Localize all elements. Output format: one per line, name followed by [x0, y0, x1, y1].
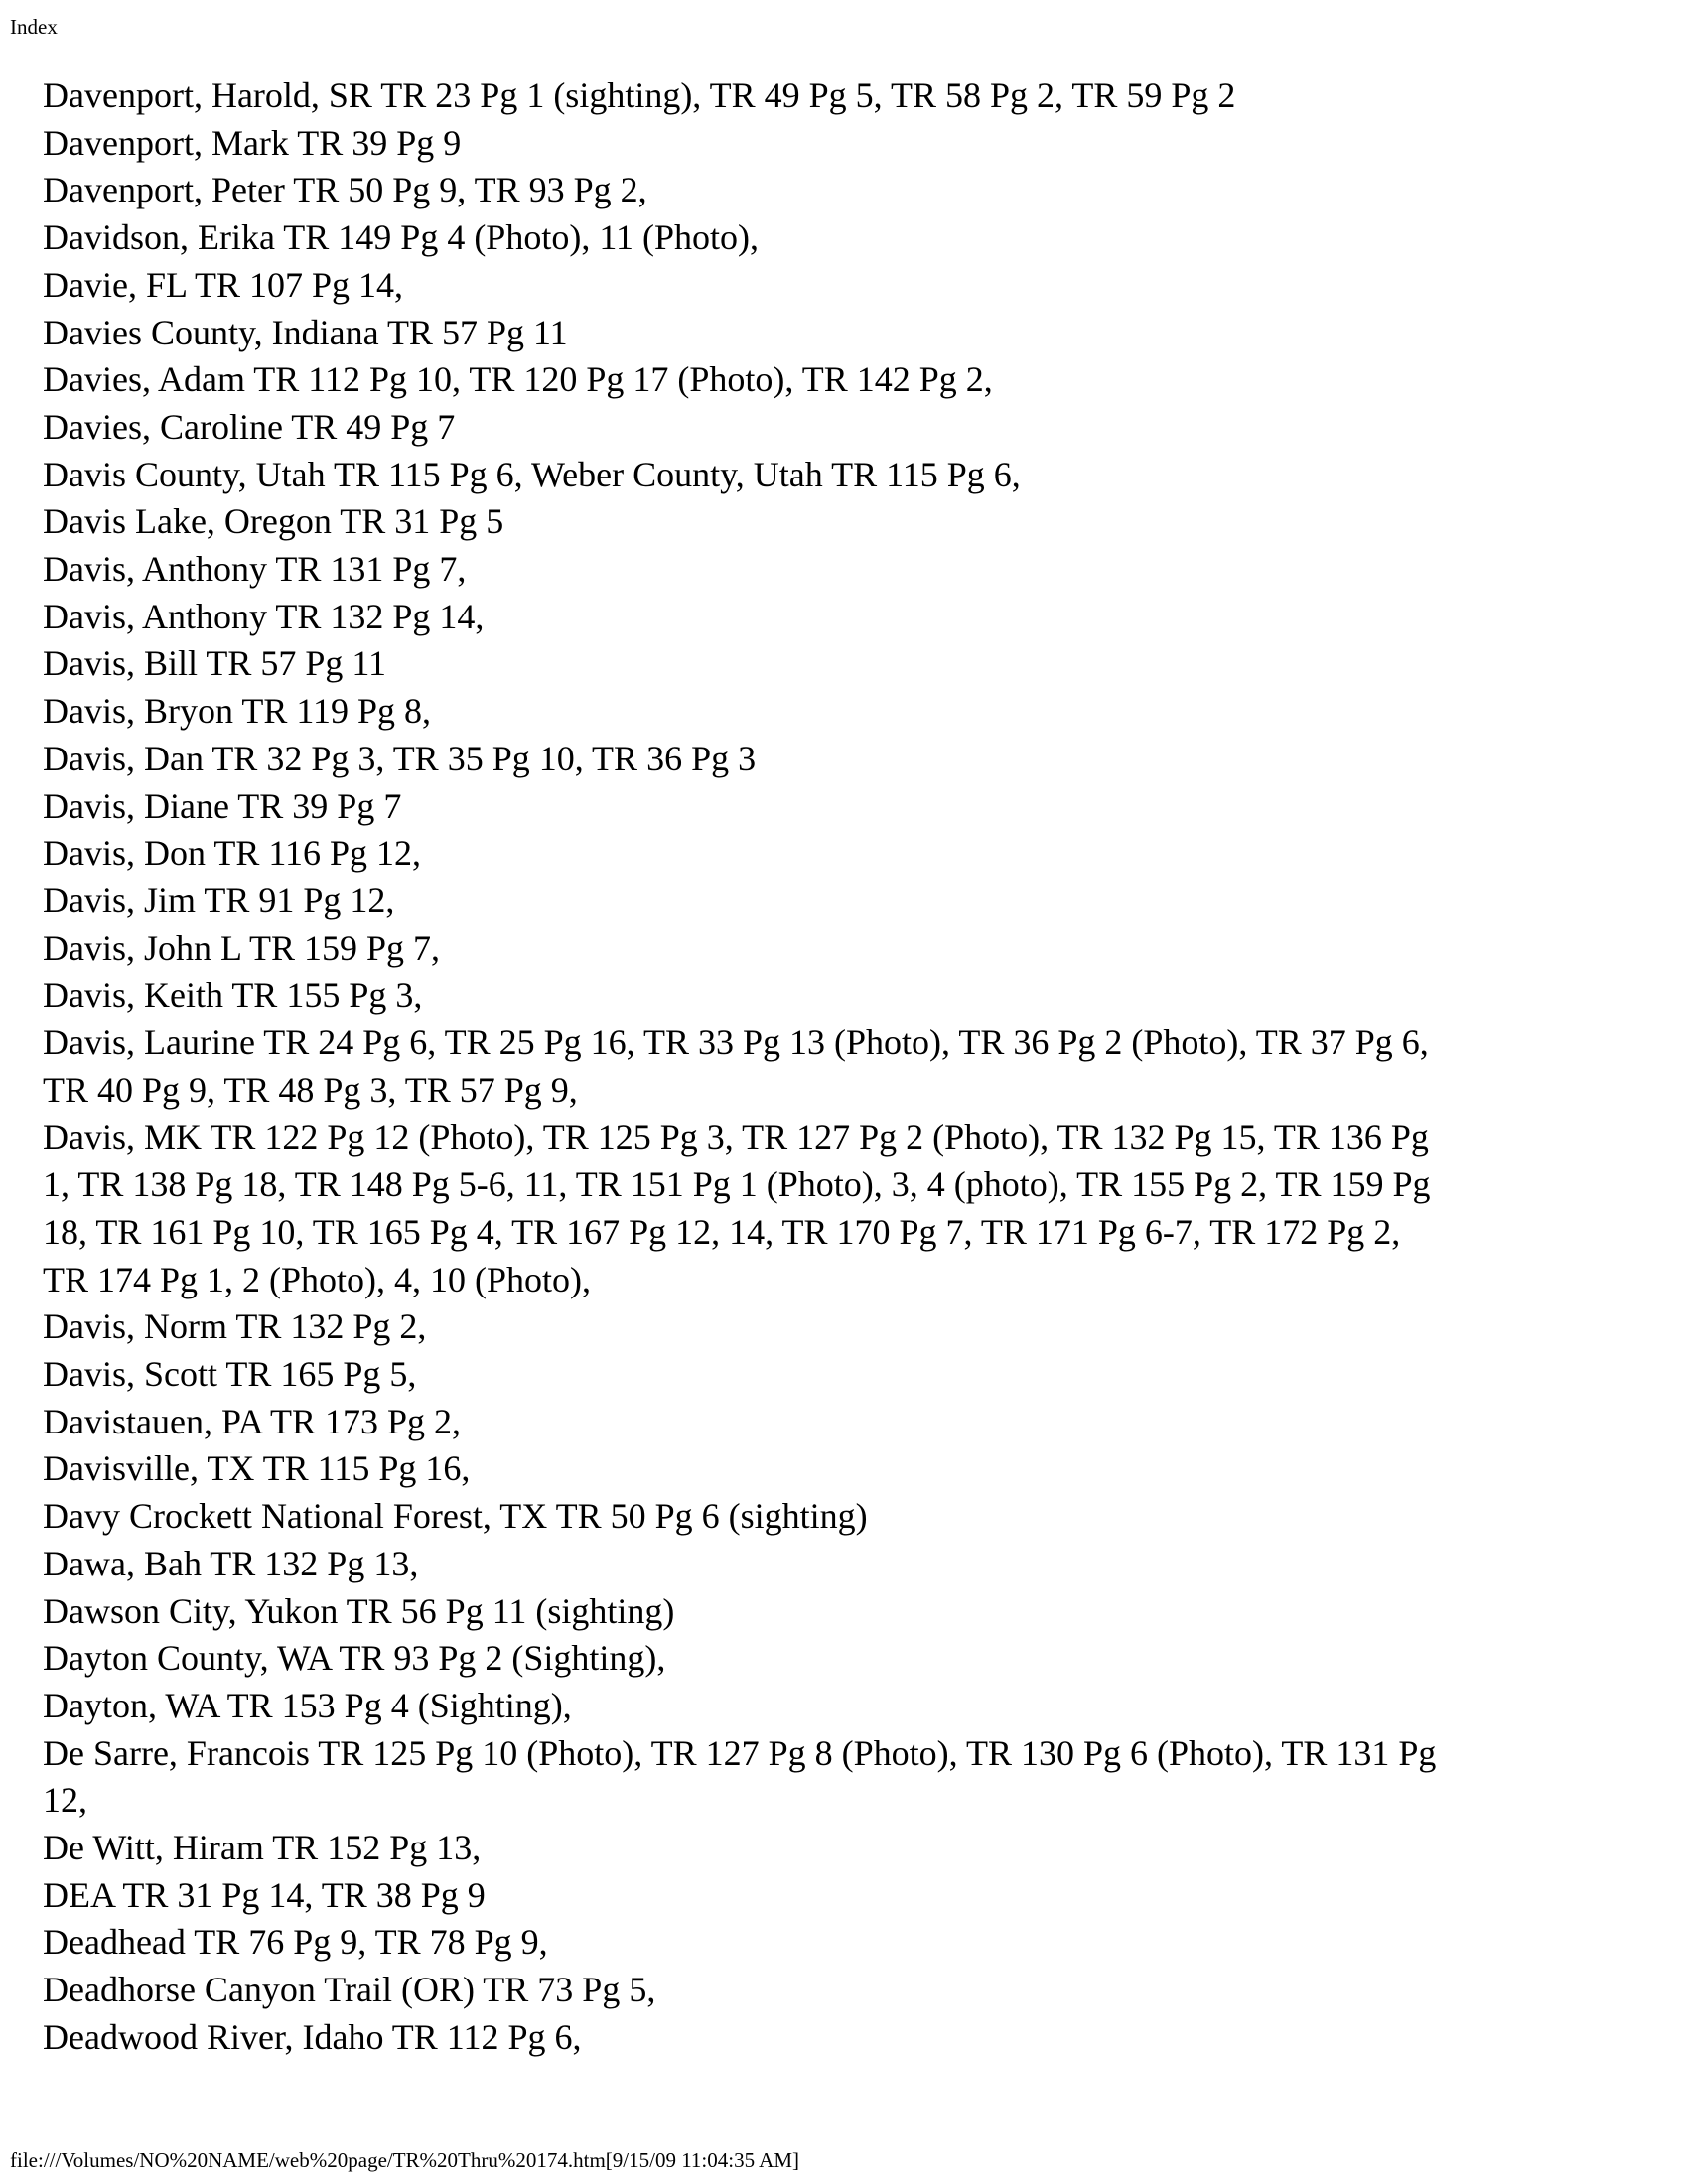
index-entry	[43, 1114, 1631, 1303]
index-entry	[43, 72, 1631, 120]
index-entry-line: Davis, Bryon TR 119 Pg 8,	[43, 691, 432, 732]
index-entry	[43, 1635, 1631, 1683]
index-entry-line: Davis, Keith TR 155 Pg 3,	[43, 975, 423, 1016]
index-entry-line: Dawa, Bah TR 132 Pg 13,	[43, 1543, 419, 1583]
index-entry-line: Davis, Diane TR 39 Pg 7	[43, 785, 402, 826]
index-entry-line: Davis, Scott TR 165 Pg 5,	[43, 1353, 417, 1394]
index-entry	[43, 1493, 1631, 1541]
index-entry-line: De Sarre, Francois TR 125 Pg 10 (Photo), TR 127 Pg 8 (Photo), TR 130 Pg 6 (Photo), TR 131 Pg	[43, 1732, 1437, 1773]
index-entry-line: Dayton, WA TR 153 Pg 4 (Sighting),	[43, 1685, 572, 1725]
index-entry-line: Davistauen, PA TR 173 Pg 2,	[43, 1401, 462, 1441]
page-footer-url: file:///Volumes/NO%20NAME/web%20page/TR%20Thru%20174.htm[9/15/09 11:04:35 AM]	[10, 2148, 800, 2172]
index-entry	[43, 736, 1631, 783]
index-entry-line: Davies, Adam TR 112 Pg 10, TR 120 Pg 17 (Photo), TR 142 Pg 2,	[43, 359, 993, 400]
index-entry-line: Davisville, TX TR 115 Pg 16,	[43, 1448, 471, 1489]
index-entry-line: 1, TR 138 Pg 18, TR 148 Pg 5-6, 11, TR 151 Pg 1 (Photo), 3, 4 (photo), TR 155 Pg 2, TR 159 Pg	[43, 1164, 1431, 1205]
index-entry	[43, 1351, 1631, 1399]
index-entry	[43, 640, 1631, 688]
index-entry	[43, 1541, 1631, 1588]
index-entry	[43, 1825, 1631, 1872]
index-entry	[43, 1967, 1631, 2014]
index-entry	[43, 1399, 1631, 1446]
index-entry	[43, 452, 1631, 499]
index-entry-line: Davis, Anthony TR 131 Pg 7,	[43, 549, 467, 590]
index-entry	[43, 2014, 1631, 2062]
index-entry-line: Davis, Laurine TR 24 Pg 6, TR 25 Pg 16, TR 33 Pg 13 (Photo), TR 36 Pg 2 (Photo), TR 37 Pg 6,	[43, 1023, 1429, 1063]
index-entry	[43, 878, 1631, 925]
index-entry-line: Dawson City, Yukon TR 56 Pg 11 (sighting)	[43, 1590, 675, 1631]
index-entry	[43, 925, 1631, 973]
index-entry-line: Davies, Caroline TR 49 Pg 7	[43, 406, 456, 447]
index-entry-line: Davidson, Erika TR 149 Pg 4 (Photo), 11 (Photo),	[43, 217, 759, 258]
index-entry	[43, 356, 1631, 404]
index-entry-line: Davis, MK TR 122 Pg 12 (Photo), TR 125 Pg 3, TR 127 Pg 2 (Photo), TR 132 Pg 15, TR 136 Pg	[43, 1117, 1429, 1158]
index-entry-line: Deadhead TR 76 Pg 9, TR 78 Pg 9,	[43, 1922, 548, 1963]
index-entry	[43, 404, 1631, 452]
index-entry	[43, 310, 1631, 357]
index-entry	[43, 167, 1631, 214]
index-entry-line: Davis County, Utah TR 115 Pg 6, Weber County, Utah TR 115 Pg 6,	[43, 454, 1021, 494]
index-entry-line: Davis, Jim TR 91 Pg 12,	[43, 880, 395, 920]
index-entry-line: Davenport, Peter TR 50 Pg 9, TR 93 Pg 2,	[43, 170, 647, 210]
page-header-title: Index	[10, 15, 58, 39]
index-entry-line: TR 174 Pg 1, 2 (Photo), 4, 10 (Photo),	[43, 1259, 592, 1299]
index-entry	[43, 1020, 1631, 1114]
index-entry-line: De Witt, Hiram TR 152 Pg 13,	[43, 1828, 482, 1868]
index-list	[43, 72, 1631, 2062]
index-entry-line: Deadhorse Canyon Trail (OR) TR 73 Pg 5,	[43, 1970, 656, 2010]
index-entry	[43, 594, 1631, 641]
index-entry-line: Davis, Norm TR 132 Pg 2,	[43, 1306, 427, 1347]
index-entry-line: Deadwood River, Idaho TR 112 Pg 6,	[43, 2016, 582, 2057]
index-entry	[43, 830, 1631, 878]
index-entry-line: 12,	[43, 1780, 87, 1821]
index-entry	[43, 1730, 1631, 1825]
index-entry	[43, 688, 1631, 736]
index-entry	[43, 783, 1631, 831]
index-entry-line: TR 40 Pg 9, TR 48 Pg 3, TR 57 Pg 9,	[43, 1069, 578, 1110]
index-entry-line: Davis, Bill TR 57 Pg 11	[43, 643, 387, 684]
index-entry	[43, 1872, 1631, 1920]
index-entry-line: DEA TR 31 Pg 14, TR 38 Pg 9	[43, 1874, 486, 1915]
index-entry	[43, 1919, 1631, 1967]
index-entry-line: Davies County, Indiana TR 57 Pg 11	[43, 312, 568, 352]
index-entry-line: Dayton County, WA TR 93 Pg 2 (Sighting),	[43, 1638, 666, 1679]
index-entry	[43, 1588, 1631, 1636]
index-entry	[43, 546, 1631, 594]
index-entry	[43, 1683, 1631, 1730]
index-entry-line: Davie, FL TR 107 Pg 14,	[43, 264, 404, 305]
index-entry-line: Davis Lake, Oregon TR 31 Pg 5	[43, 501, 504, 542]
index-entry-line: Davy Crockett National Forest, TX TR 50 Pg 6 (sighting)	[43, 1496, 868, 1537]
index-entry-line: Davenport, Harold, SR TR 23 Pg 1 (sighting), TR 49 Pg 5, TR 58 Pg 2, TR 59 Pg 2	[43, 75, 1236, 115]
index-entry-line: Davis, Dan TR 32 Pg 3, TR 35 Pg 10, TR 36 Pg 3	[43, 738, 757, 778]
index-entry	[43, 972, 1631, 1020]
index-entry	[43, 1303, 1631, 1351]
index-entry	[43, 214, 1631, 262]
index-entry-line: Davis, Anthony TR 132 Pg 14,	[43, 596, 485, 636]
index-entry-line: 18, TR 161 Pg 10, TR 165 Pg 4, TR 167 Pg 12, 14, TR 170 Pg 7, TR 171 Pg 6-7, TR 172 Pg 2,	[43, 1211, 1401, 1252]
index-entry	[43, 498, 1631, 546]
index-entry-line: Davenport, Mark TR 39 Pg 9	[43, 122, 462, 163]
index-entry-line: Davis, John L TR 159 Pg 7,	[43, 927, 441, 968]
index-entry	[43, 120, 1631, 168]
index-entry	[43, 262, 1631, 310]
index-entry	[43, 1445, 1631, 1493]
index-entry-line: Davis, Don TR 116 Pg 12,	[43, 833, 422, 874]
